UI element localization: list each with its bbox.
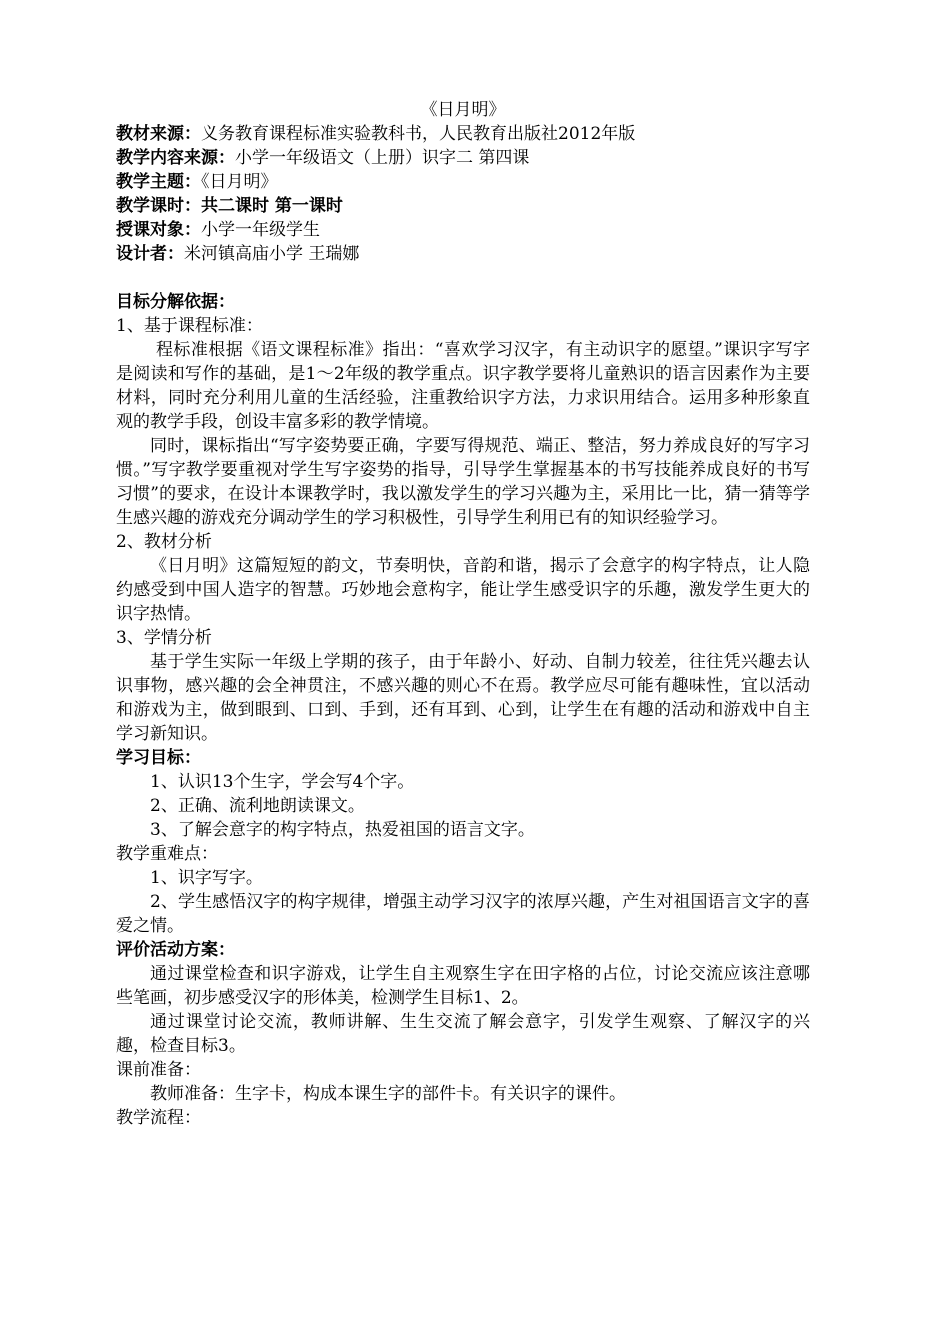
section-heading: 评价活动方案： bbox=[116, 940, 235, 960]
document-title: 《日月明》 bbox=[420, 100, 506, 120]
paragraph: 同时，课标指出“写字姿势要正确，字要写得规范、端正、整洁，努力养成良好的写字习惯。”写字教学要重视对学生写字姿势的指导，引导学生掌握基本的书写技能养成良好的书写习惯”的要求，在设计本课教学时，我以激发学生的学习兴趣为主，采用比一比，猜一猜等学生感兴趣的游戏充分调动学生的学习积极性，引导学生利用已有的知识经验学习。 bbox=[116, 436, 810, 528]
blank-line bbox=[116, 266, 810, 290]
paragraph: 《日月明》这篇短短的韵文，节奏明快，音韵和谐，揭示了会意字的构字特点，让人隐约感受到中国人造字的智慧。巧妙地会意构字，能让学生感受识字的乐趣，激发学生更大的识字热情。 bbox=[116, 556, 810, 624]
paragraph: 教师准备：生字卡，构成本课生字的部件卡。有关识字的课件。 bbox=[150, 1084, 626, 1104]
meta-block bbox=[116, 122, 810, 266]
key-points-section bbox=[116, 842, 810, 938]
paragraph: 程标准根据《语文课程标准》指出：“喜欢学习汉字，有主动识字的愿望。”课识字写字是阅读和写作的基础，是1～2年级的教学重点。识字教学要将儿童熟识的语言因素作为主要材料，同时充分利用儿童的生活经验，注重教给识字方法，力求识用结合。运用多种形象直观的教学手段，创设丰富多彩的教学情境。 bbox=[116, 340, 810, 432]
subsection-heading: 1、基于课程标准： bbox=[116, 316, 263, 336]
list-item: 3、了解会意字的构字特点，热爱祖国的语言文字。 bbox=[150, 820, 535, 840]
meta-value: 米河镇高庙小学 王瑞娜 bbox=[184, 244, 360, 264]
section-heading: 教学重难点： bbox=[116, 844, 218, 864]
meta-label: 教学主题： bbox=[116, 172, 201, 192]
meta-label: 教学内容来源： bbox=[116, 148, 235, 168]
section-heading: 学习目标： bbox=[116, 748, 201, 768]
list-item: 1、识字写字。 bbox=[150, 868, 263, 888]
section-heading: 目标分解依据： bbox=[116, 292, 235, 312]
meta-label: 设计者： bbox=[116, 244, 184, 264]
meta-source bbox=[116, 122, 810, 146]
paragraph: 通过课堂讨论交流，教师讲解、生生交流了解会意字，引发学生观察、了解汉字的兴趣，检查目标3。 bbox=[116, 1012, 810, 1056]
meta-value: 共二课时 第一课时 bbox=[201, 196, 343, 216]
meta-audience bbox=[116, 218, 810, 242]
evaluation-section bbox=[116, 938, 810, 1058]
meta-designer bbox=[116, 242, 810, 266]
meta-theme bbox=[116, 170, 810, 194]
list-item: 2、正确、流利地朗读课文。 bbox=[150, 796, 365, 816]
list-item: 2、学生感悟汉字的构字规律，增强主动学习汉字的浓厚兴趣，产生对祖国语言文字的喜爱之情。 bbox=[116, 892, 810, 936]
objective-basis-section bbox=[116, 290, 810, 746]
meta-value: 小学一年级学生 bbox=[201, 220, 320, 240]
paragraph: 通过课堂检查和识字游戏，让学生自主观察生字在田字格的占位，讨论交流应该注意哪些笔画，初步感受汉字的形体美，检测学生目标1、2。 bbox=[116, 964, 810, 1008]
subsection-heading: 2、教材分析 bbox=[116, 532, 212, 552]
meta-label: 授课对象： bbox=[116, 220, 201, 240]
section-heading: 教学流程： bbox=[116, 1108, 201, 1128]
preparation-section bbox=[116, 1058, 810, 1106]
process-section bbox=[116, 1106, 810, 1130]
section-heading: 课前准备： bbox=[116, 1060, 201, 1080]
meta-periods bbox=[116, 194, 810, 218]
meta-value: 小学一年级语文（上册）识字二 第四课 bbox=[235, 148, 530, 168]
learning-goals-section bbox=[116, 746, 810, 842]
paragraph: 基于学生实际一年级上学期的孩子，由于年龄小、好动、自制力较差，往往凭兴趣去认识事物，感兴趣的会全神贯注，不感兴趣的则心不在焉。教学应尽可能有趣味性，宜以活动和游戏为主，做到眼到、口到、手到，还有耳到、心到，让学生在有趣的活动和游戏中自主学习新知识。 bbox=[116, 652, 810, 744]
meta-value: 义务教育课程标准实验教科书，人民教育出版社2012年版 bbox=[201, 124, 636, 144]
meta-label: 教学课时： bbox=[116, 196, 201, 216]
meta-label: 教材来源： bbox=[116, 124, 201, 144]
meta-content-source bbox=[116, 146, 810, 170]
meta-value: 《日月明》 bbox=[201, 172, 278, 192]
subsection-heading: 3、学情分析 bbox=[116, 628, 212, 648]
list-item: 1、认识13个生字，学会写4个字。 bbox=[150, 772, 415, 792]
